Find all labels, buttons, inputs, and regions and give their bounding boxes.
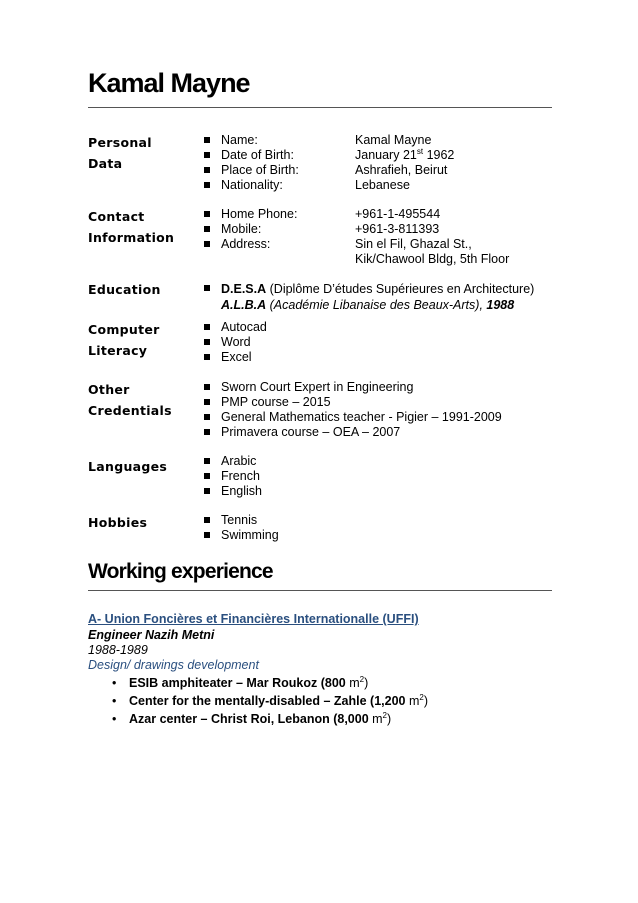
languages-list	[204, 454, 262, 499]
projects-list	[112, 674, 428, 728]
section-label-hobbies: Hobbies	[88, 515, 148, 530]
contact-list	[204, 207, 509, 267]
work-divider	[88, 590, 552, 591]
list-item: French	[204, 469, 262, 484]
project-item: • Center for the mentally-disabled – Zahle (1,200 $m^2$)	[112, 692, 428, 710]
list-item: PMP course – 2015	[204, 395, 502, 410]
list-item: Autocad	[204, 320, 267, 335]
list-item: Swimming	[204, 528, 279, 543]
list-item: Tennis	[204, 513, 279, 528]
section-label-personal: Personal Data	[88, 135, 152, 171]
list-item: Arabic	[204, 454, 262, 469]
section-label-contact: Contact Information	[88, 209, 175, 245]
list-item: Mobile: +961-3-811393	[204, 222, 509, 237]
computer-list	[204, 320, 267, 365]
list-item: Nationality: Lebanese	[204, 178, 454, 193]
list-item: Home Phone: +961-1-495544	[204, 207, 509, 222]
personal-data-list	[204, 133, 454, 193]
candidate-name: Kamal Mayne	[88, 68, 250, 98]
list-item: General Mathematics teacher - Pigier – 1991-2009	[204, 410, 502, 425]
list-item-continuation: Kik/Chawool Bldg, 5th Floor	[355, 252, 510, 266]
section-label-credentials: Other Credentials	[88, 382, 172, 418]
list-item: Primavera course – OEA – 2007	[204, 425, 502, 440]
section-label-computer: Computer Literacy	[88, 322, 160, 358]
section-label-education: Education	[88, 282, 161, 297]
working-experience-title: Working experience	[88, 560, 273, 583]
title-divider	[88, 107, 552, 108]
education-list	[204, 281, 534, 313]
employment-years: 1988-1989	[88, 643, 148, 657]
job-role: Design/ drawings development	[88, 658, 259, 672]
list-item: Place of Birth: Ashrafieh, Beirut	[204, 163, 454, 178]
list-item: Word	[204, 335, 267, 350]
hobbies-list	[204, 513, 279, 543]
list-item: Excel	[204, 350, 267, 365]
credentials-list	[204, 380, 502, 440]
project-item: • Azar center – Christ Roi, Lebanon (8,000 $m^2$)	[112, 710, 428, 728]
list-item: D.E.S.A (Diplôme D’études Supérieures en Architecture)	[204, 281, 534, 297]
list-item: Date of Birth: January 21st 1962	[204, 148, 454, 163]
list-item: Sworn Court Expert in Engineering	[204, 380, 502, 395]
list-item-continuation: A.L.B.A (Académie Libanaise des Beaux-Arts), 1988	[221, 298, 515, 312]
list-item: Address: Sin el Fil, Ghazal St.,	[204, 237, 509, 252]
section-label-languages: Languages	[88, 459, 168, 474]
list-item: English	[204, 484, 262, 499]
project-item: • ESIB amphiteater – Mar Roukoz (800 $m^2$)	[112, 674, 428, 692]
list-item: Name: Kamal Mayne	[204, 133, 454, 148]
employer-engineer: Engineer Nazih Metni	[88, 628, 215, 642]
employer-name: A- Union Foncières et Financières Internationalle (UFFI)	[88, 612, 419, 626]
